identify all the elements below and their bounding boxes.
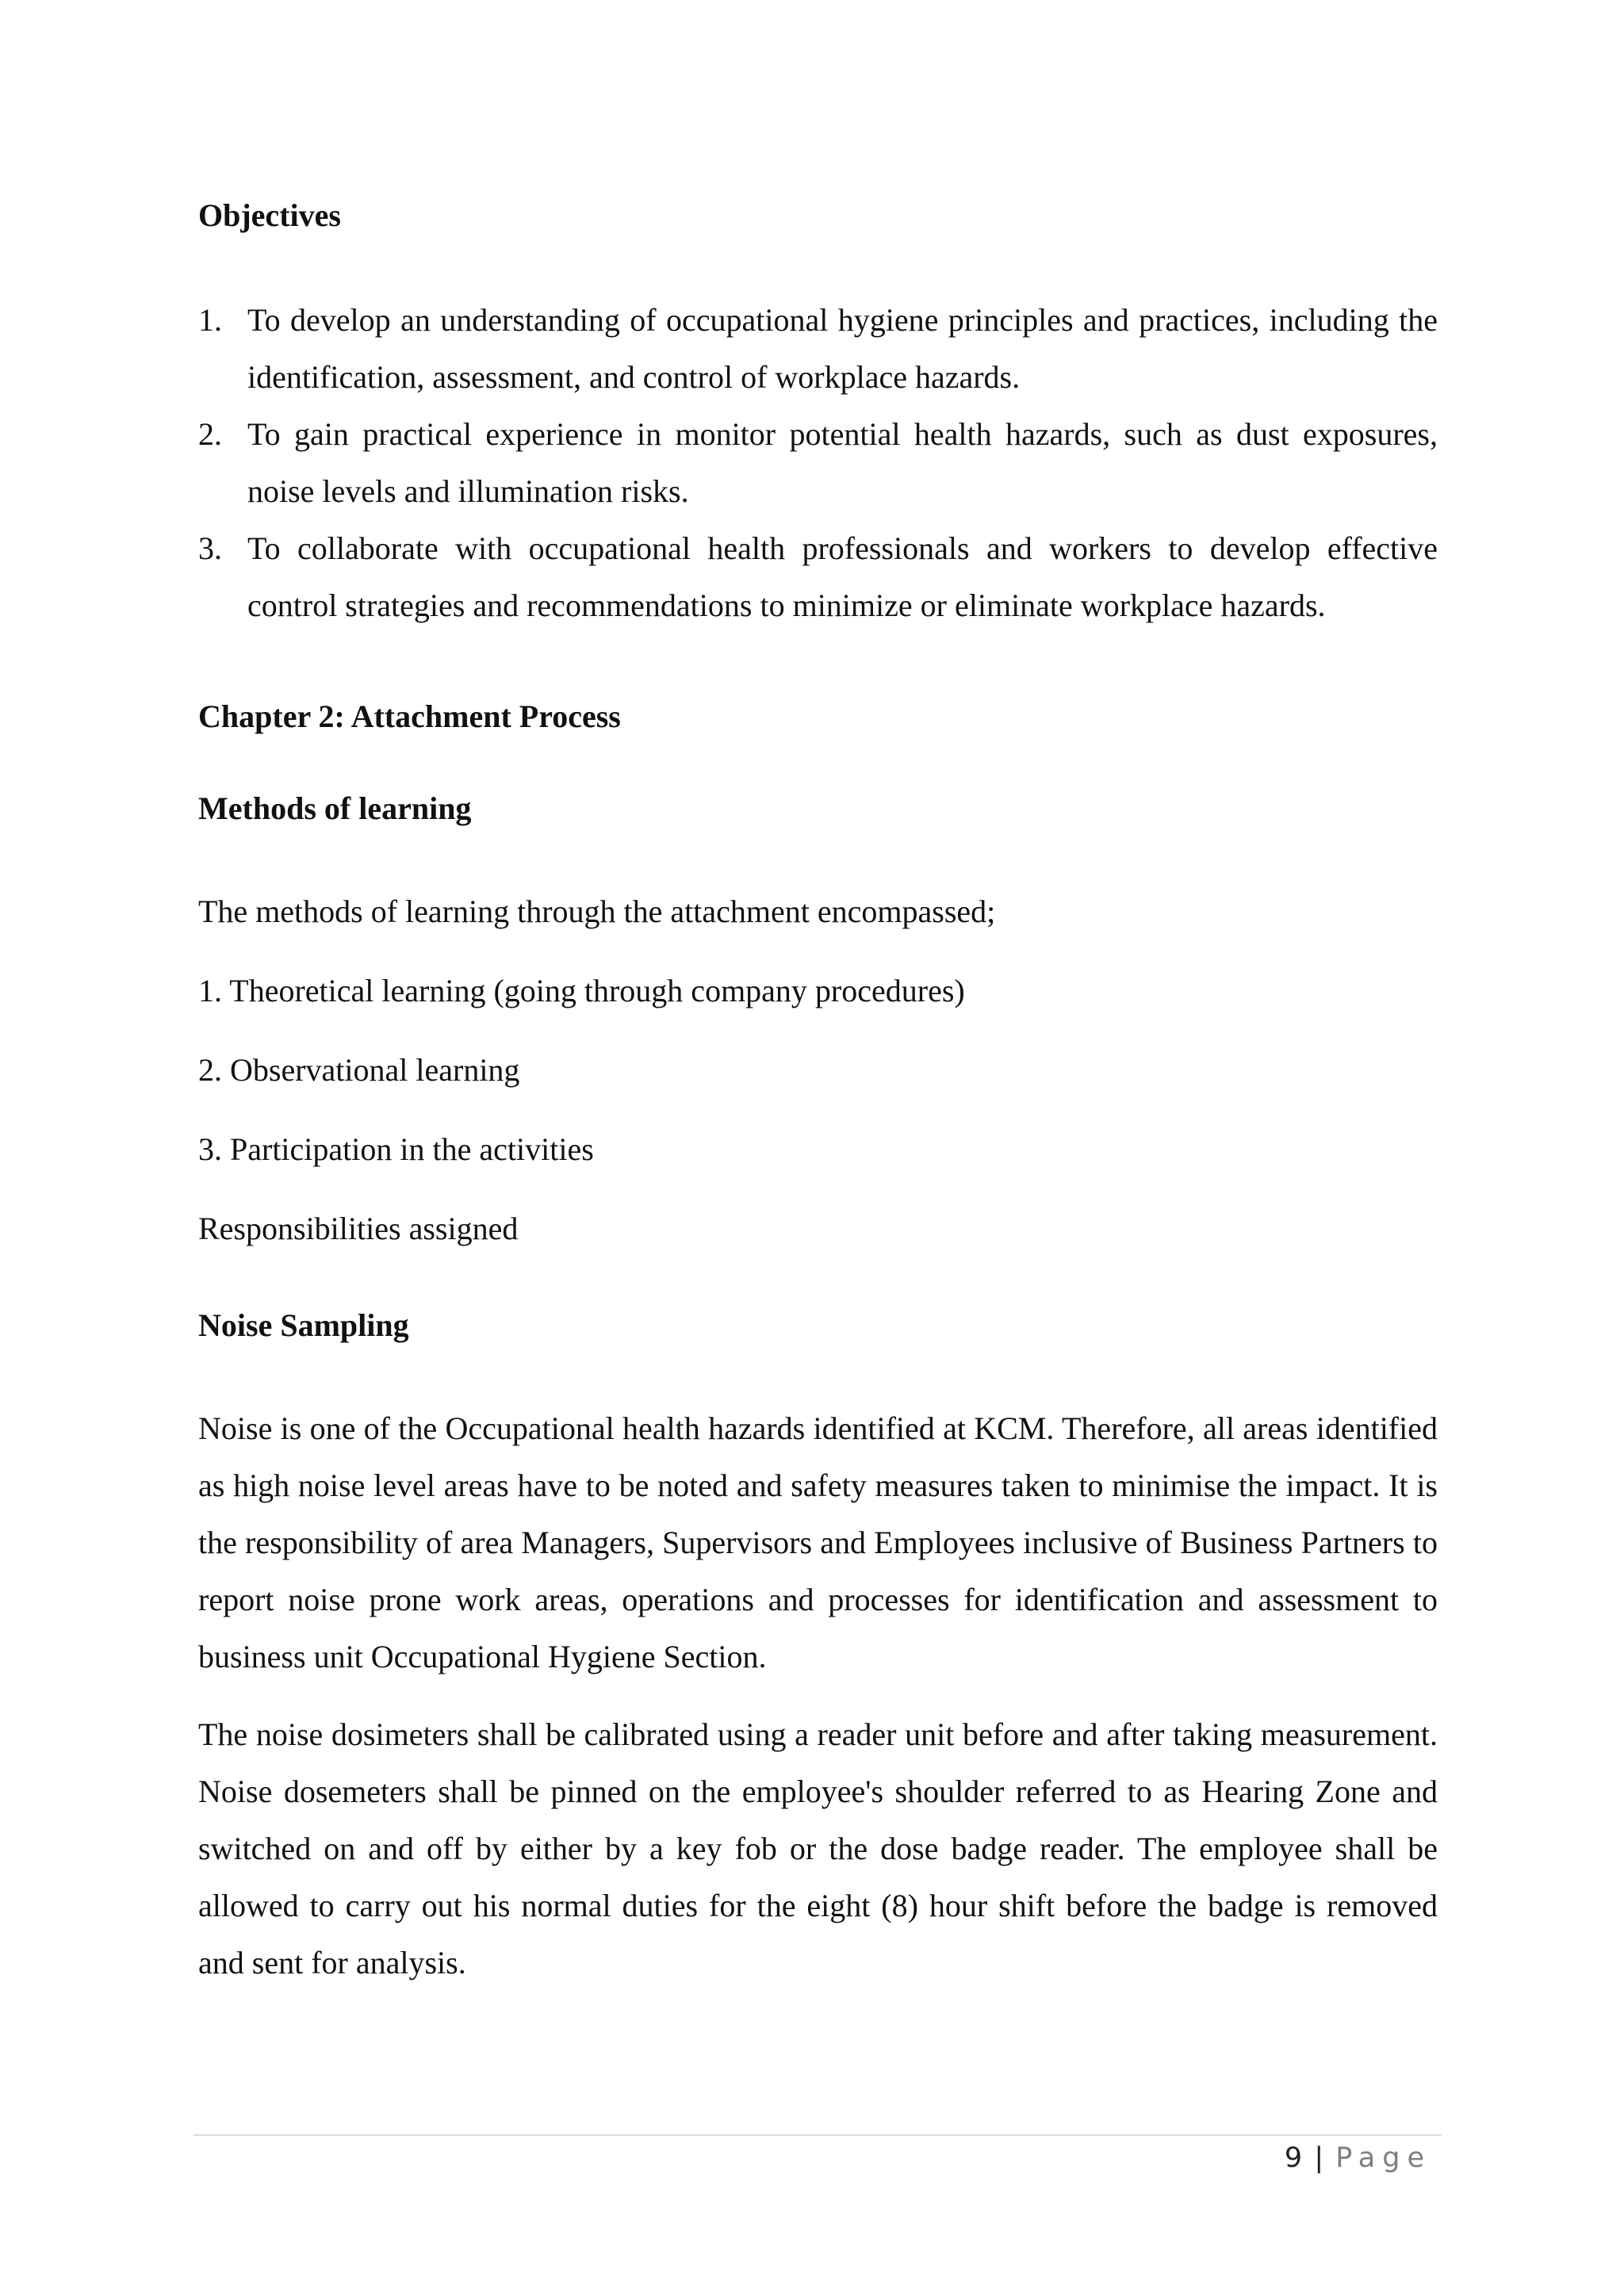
objective-item (198, 406, 1438, 520)
footer-separator: | (1314, 2142, 1324, 2174)
footer-divider (193, 2134, 1442, 2136)
responsibilities-label: Responsibilities assigned (198, 1211, 519, 1246)
page-content (198, 184, 1438, 1992)
objective-number: 2. (198, 416, 222, 452)
objectives-heading: Objectives (198, 197, 341, 233)
objective-text: To gain practical experience in monitor potential health hazards, such as dust exposures, noise levels and illumination risks. (247, 416, 1438, 509)
objective-text: To develop an understanding of occupational hygiene principles and practices, including the identification, assessment, and control of workplace hazards. (247, 302, 1438, 395)
objective-number: 1. (198, 302, 222, 338)
method-item: 2. Observational learning (198, 1052, 520, 1088)
noise-paragraph-2: The noise dosimeters shall be calibrated using a reader unit before and after taking measurement. Noise dosemeters shall be pinned on the employee's shoulder referred to as Hearing Zone and switched on and off by either by a key fob or the dose badge reader. The employee shall be allowed to carry out his normal duties for the eight (8) hour shift before the badge is removed and sent for analysis. (198, 1716, 1438, 1980)
chapter-title: Chapter 2: Attachment Process (198, 698, 621, 734)
objective-text: To collaborate with occupational health professionals and workers to develop effective control strategies and recommendations to minimize or eliminate workplace hazards. (247, 530, 1438, 623)
page-footer (1285, 2137, 1431, 2179)
method-item: 3. Participation in the activities (198, 1131, 594, 1167)
objective-item (198, 520, 1438, 634)
noise-paragraph-1: Noise is one of the Occupational health hazards identified at KCM. Therefore, all areas identified as high noise level areas have to be noted and safety measures taken to minimise the impact. It is the responsibility of area Managers, Supervisors and Employees inclusive of Business Partners to report noise prone work areas, operations and processes for identification and assessment to business unit Occupational Hygiene Section. (198, 1410, 1438, 1674)
objective-item (198, 292, 1438, 406)
page-number: 9 (1284, 2142, 1303, 2174)
noise-sampling-heading: Noise Sampling (198, 1307, 409, 1343)
method-item: 1. Theoretical learning (going through company procedures) (198, 973, 965, 1008)
objective-number: 3. (198, 530, 222, 566)
objectives-list (198, 292, 1438, 634)
methods-heading: Methods of learning (198, 790, 472, 826)
methods-intro: The methods of learning through the attachment encompassed; (198, 894, 996, 929)
page-label: Page (1335, 2142, 1431, 2174)
